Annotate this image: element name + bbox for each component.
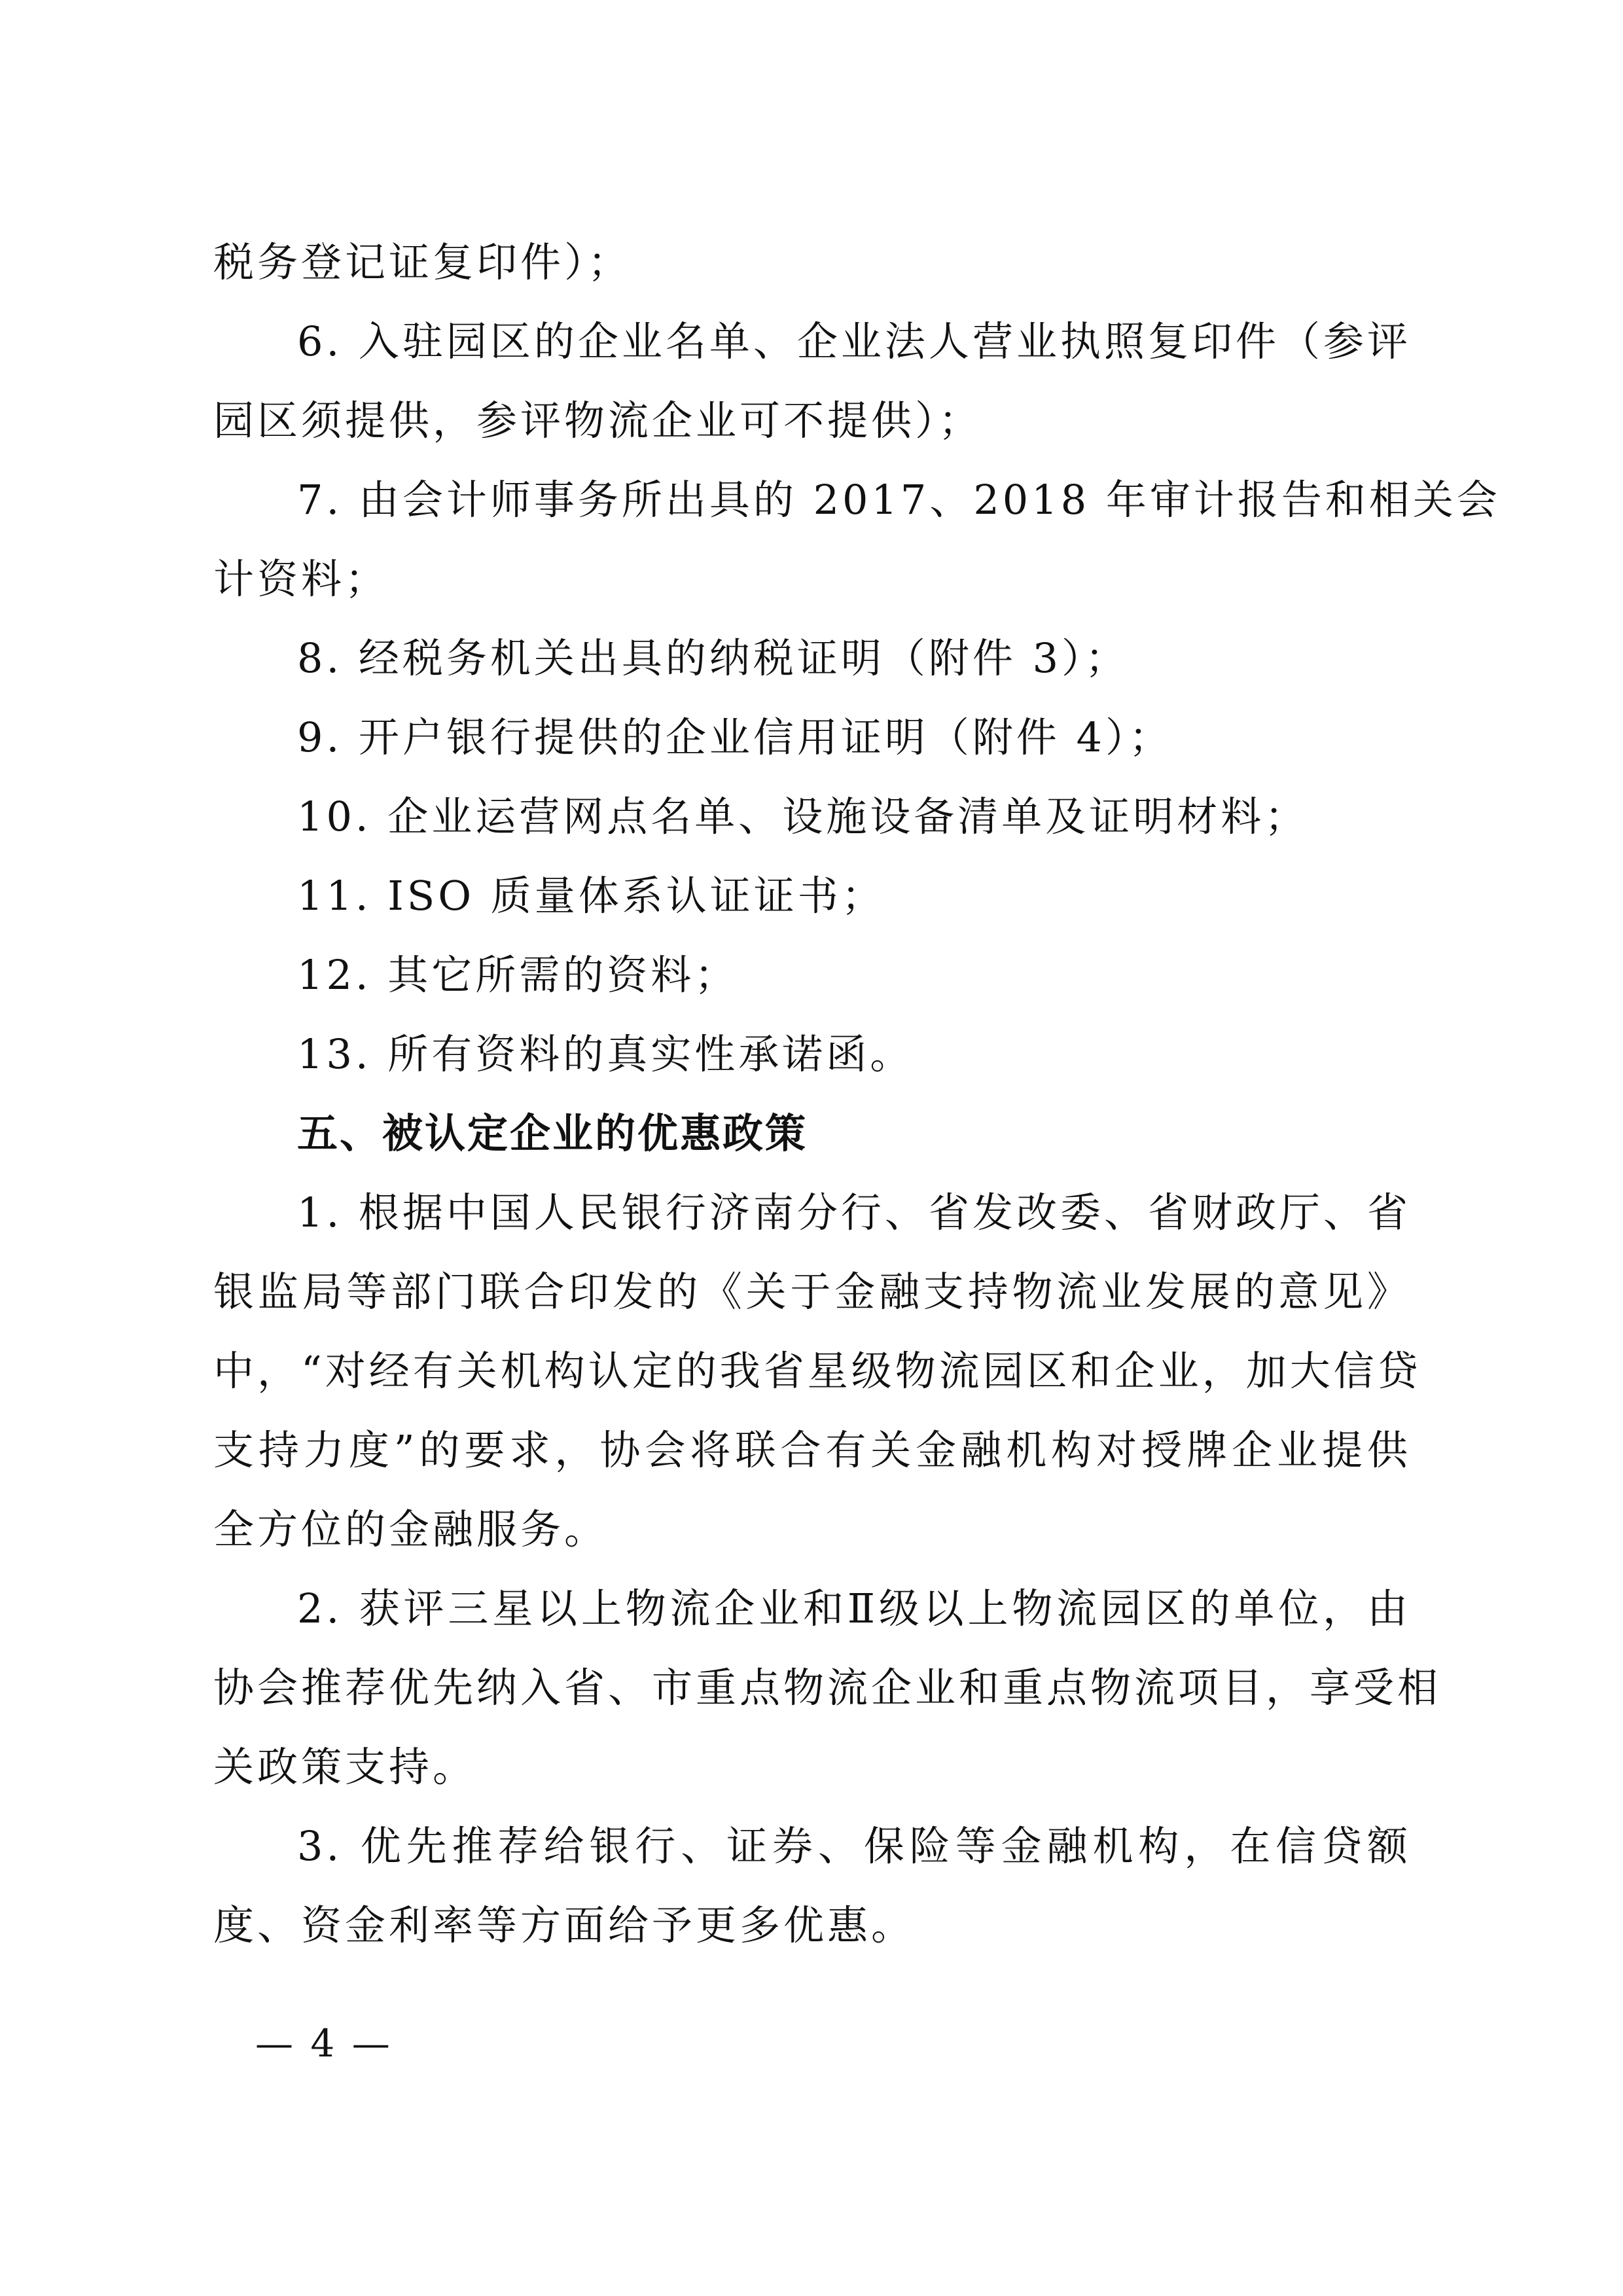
policy-1-line-2: 银监局等部门联合印发的《关于金融支持物流业发展的意见》 — [213, 1268, 1411, 1316]
list-item-6-line-2: 园区须提供，参评物流企业可不提供）； — [213, 397, 983, 444]
list-item-11: 11. ISO 质量体系认证证书； — [297, 872, 885, 920]
list-item-10: 10. 企业运营网点名单、设施设备清单及证明材料； — [297, 793, 1309, 840]
list-item-7-line-1: 7. 由会计师事务所出具的 2017、2018 年审计报告和相关会 — [297, 476, 1501, 524]
policy-1-line-4: 支持力度”的要求，协会将联合有关金融机构对授牌企业提供 — [213, 1426, 1411, 1474]
list-item-8: 8. 经税务机关出具的纳税证明（附件 3）； — [297, 634, 1130, 682]
policy-2-line-3: 关政策支持。 — [213, 1743, 477, 1791]
text-line-1: 税务登记证复印件）； — [213, 238, 632, 286]
list-item-9: 9. 开户银行提供的企业信用证明（附件 4）； — [297, 713, 1173, 761]
page-number: — 4 — — [255, 2021, 393, 2066]
policy-1-line-3: 中，“对经有关机构认定的我省星级物流园区和企业，加大信贷 — [213, 1347, 1421, 1395]
list-item-12: 12. 其它所需的资料； — [297, 951, 739, 999]
policy-1-line-5: 全方位的金融服务。 — [213, 1505, 609, 1553]
list-item-7-line-2: 计资料； — [213, 555, 389, 603]
policy-1-line-1: 1. 根据中国人民银行济南分行、省发改委、省财政厅、省 — [297, 1189, 1411, 1236]
policy-3-line-2: 度、资金利率等方面给予更多优惠。 — [213, 1901, 916, 1949]
section-heading: 五、被认定企业的优惠政策 — [297, 1109, 808, 1157]
policy-2-line-2: 协会推荐优先纳入省、市重点物流企业和重点物流项目，享受相 — [213, 1664, 1442, 1712]
policy-2-line-1: 2. 获评三星以上物流企业和Ⅱ级以上物流园区的单位，由 — [297, 1585, 1411, 1632]
policy-3-line-1: 3. 优先推荐给银行、证券、保险等金融机构，在信贷额 — [297, 1822, 1411, 1870]
document-body — [213, 223, 1501, 1965]
list-item-6-line-1: 6. 入驻园区的企业名单、企业法人营业执照复印件（参评 — [297, 317, 1411, 365]
list-item-13: 13. 所有资料的真实性承诺函。 — [297, 1030, 914, 1078]
